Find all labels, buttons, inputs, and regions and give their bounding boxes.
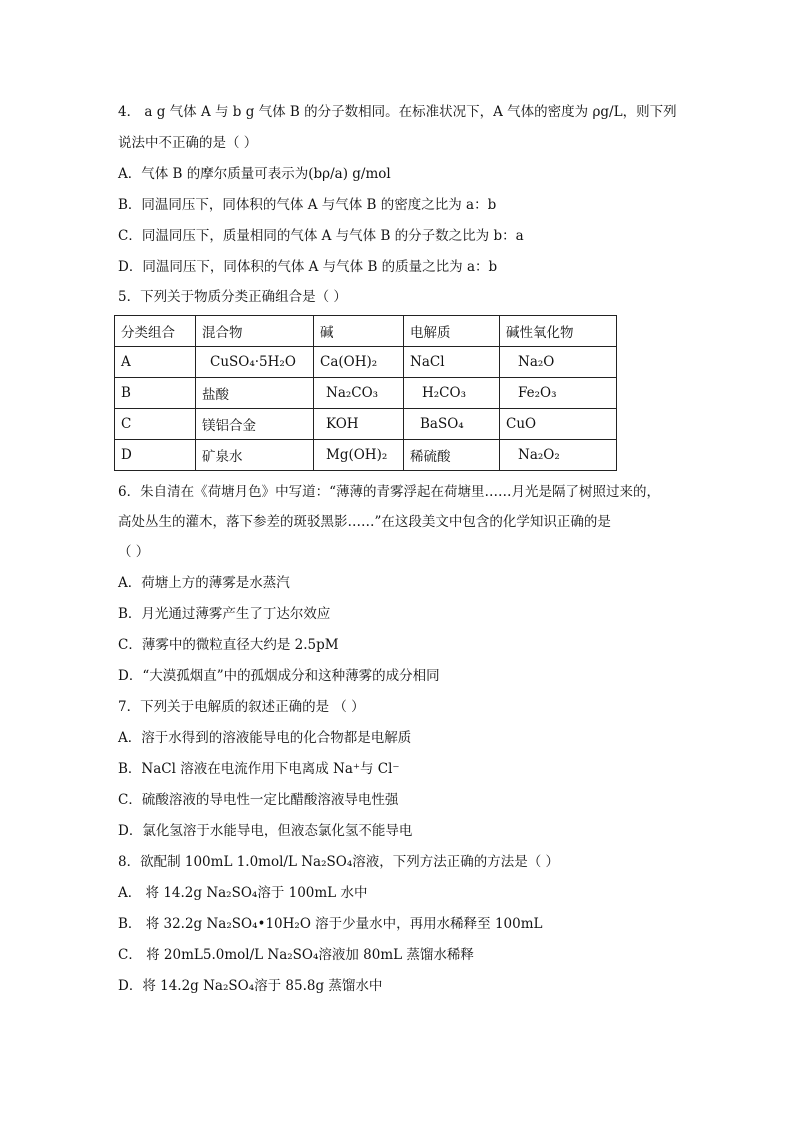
- table-header-cell: 混合物: [196, 316, 314, 347]
- q7-option-b: B．NaCl 溶液在电流作用下电离成 Na⁺与 Cl⁻: [118, 761, 400, 777]
- q6-stem-line3: （ ）: [118, 544, 150, 560]
- table-cell: NaCl: [404, 347, 500, 378]
- q8-option-d: D．将 14.2g Na₂SO₄溶于 85.8g 蒸馏水中: [118, 978, 383, 994]
- q6-option-b: B．月光通过薄雾产生了丁达尔效应: [118, 606, 331, 622]
- q4-stem-line1: 4． a g 气体 A 与 b g 气体 B 的分子数相同。在标准状况下，A 气体的密度为 ρg/L，则下列: [118, 104, 677, 120]
- table-cell: Na₂CO₃: [314, 378, 404, 409]
- table-row: [115, 440, 617, 471]
- table-cell: H₂CO₃: [404, 378, 500, 409]
- q7-option-a: A．溶于水得到的溶液能导电的化合物都是电解质: [118, 730, 412, 746]
- table-cell: KOH: [314, 409, 404, 440]
- table-cell: BaSO₄: [404, 409, 500, 440]
- q6-option-d: D．“大漠孤烟直”中的孤烟成分和这种薄雾的成分相同: [118, 668, 440, 684]
- q4-option-c: C．同温同压下，质量相同的气体 A 与气体 B 的分子数之比为 b：a: [118, 228, 524, 244]
- q4-option-b: B．同温同压下，同体积的气体 A 与气体 B 的密度之比为 a：b: [118, 197, 497, 213]
- q6-stem-line2: 高处丛生的灌木，落下参差的斑驳黑影……”在这段美文中包含的化学知识正确的是: [118, 514, 611, 530]
- q6-stem-line1: 6．朱自清在《荷塘月色》中写道：“薄薄的青雾浮起在荷塘里……月光是隔了树照过来的，: [118, 484, 660, 500]
- table-cell: 盐酸: [196, 378, 314, 409]
- table-cell: B: [115, 378, 196, 409]
- table-row: [115, 409, 617, 440]
- table-cell: Na₂O: [500, 347, 617, 378]
- q7-option-d: D．氯化氢溶于水能导电，但液态氯化氢不能导电: [118, 823, 413, 839]
- table-cell: Mg(OH)₂: [314, 440, 404, 471]
- table-row: [115, 378, 617, 409]
- table-header-cell: 碱性氧化物: [500, 316, 617, 347]
- table-header-cell: 碱: [314, 316, 404, 347]
- table-cell: Fe₂O₃: [500, 378, 617, 409]
- table-cell: A: [115, 347, 196, 378]
- table-cell: 镁铝合金: [196, 409, 314, 440]
- q8-stem: 8．欲配制 100mL 1.0mol/L Na₂SO₄溶液，下列方法正确的方法是（ ）: [118, 854, 560, 870]
- q7-stem: 7．下列关于电解质的叙述正确的是 （ ）: [118, 699, 365, 715]
- q4-option-a: A．气体 B 的摩尔质量可表示为(bρ/a) g/mol: [118, 166, 391, 182]
- q4-option-d: D．同温同压下，同体积的气体 A 与气体 B 的质量之比为 a：b: [118, 259, 498, 275]
- q8-option-a: A． 将 14.2g Na₂SO₄溶于 100mL 水中: [118, 885, 368, 901]
- q8-option-c: C． 将 20mL5.0mol/L Na₂SO₄溶液加 80mL 蒸馏水稀释: [118, 947, 474, 963]
- classification-table: [114, 315, 617, 471]
- table-cell: 稀硫酸: [404, 440, 500, 471]
- table-row: [115, 347, 617, 378]
- table-cell: Ca(OH)₂: [314, 347, 404, 378]
- table-cell: CuO: [500, 409, 617, 440]
- table-cell: C: [115, 409, 196, 440]
- q7-option-c: C．硫酸溶液的导电性一定比醋酸溶液导电性强: [118, 792, 399, 808]
- table-cell: D: [115, 440, 196, 471]
- table-cell: 矿泉水: [196, 440, 314, 471]
- q6-option-a: A．荷塘上方的薄雾是水蒸汽: [118, 575, 290, 591]
- table-header-cell: 电解质: [404, 316, 500, 347]
- q8-option-b: B． 将 32.2g Na₂SO₄•10H₂O 溶于少量水中，再用水稀释至 100mL: [118, 916, 543, 932]
- table-cell: CuSO₄·5H₂O: [196, 347, 314, 378]
- table-cell: Na₂O₂: [500, 440, 617, 471]
- table-header-cell: 分类组合: [115, 316, 196, 347]
- q4-stem-line2: 说法中不正确的是（ ）: [118, 135, 258, 151]
- q6-option-c: C．薄雾中的微粒直径大约是 2.5pM: [118, 637, 339, 653]
- q5-stem: 5．下列关于物质分类正确组合是（ ）: [118, 289, 347, 305]
- table-header-row: [115, 316, 617, 347]
